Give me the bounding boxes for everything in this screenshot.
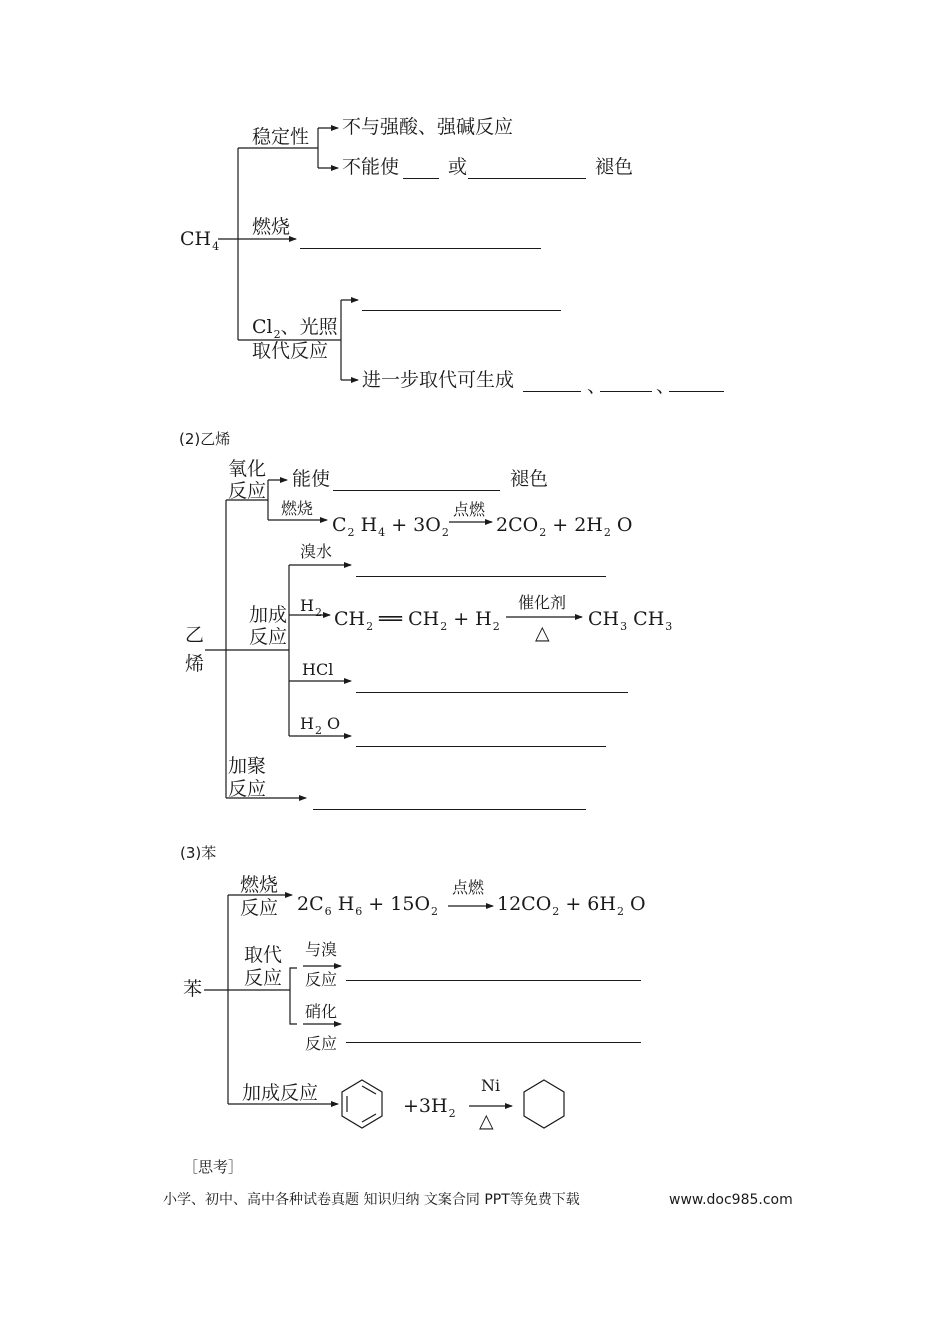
think-label: ［思考］ <box>183 1158 244 1176</box>
heat-symbol-2: △ <box>479 1110 494 1132</box>
blank-sub-2 <box>523 391 581 392</box>
ni-catalyst-label: Ni <box>481 1076 501 1095</box>
blank-stab-1 <box>403 178 439 179</box>
footer-left: 小学、初中、高中各种试卷真题 知识归纳 文案合同 PPT等免费下载 <box>163 1192 580 1208</box>
polymer-label-2: 反应 <box>228 778 267 800</box>
stability-text-fade: 褪色 <box>595 156 634 178</box>
blank-bromine-water <box>356 576 606 577</box>
benzene-ring-icon <box>342 1080 382 1128</box>
benz-addition-label: 加成反应 <box>242 1082 319 1104</box>
can-make-text: 能使 <box>292 468 331 490</box>
blank-hcl <box>356 692 628 693</box>
further-text: 进一步取代可生成 <box>362 369 515 391</box>
oxidation-label-2: 反应 <box>228 480 267 502</box>
benz-combustion-label-1: 燃烧 <box>240 874 279 896</box>
fade-text: 褪色 <box>510 468 549 490</box>
with-bromine-label: 与溴 <box>305 940 338 959</box>
stability-text-or: 或 <box>448 156 468 178</box>
hcl-label: HCl <box>302 660 334 679</box>
benz-substitution-label-2: 反应 <box>244 967 283 989</box>
substitution-label: 取代反应 <box>252 340 329 362</box>
nitration-label: 硝化 <box>305 1002 338 1021</box>
cl2-label: $Cl_2$、光照 <box>252 316 338 341</box>
benzene-root: 苯 <box>183 978 203 1000</box>
eth-combustion-products: $2CO_2 + 2H_2$ O <box>496 514 633 539</box>
eth-combustion-equation: $C_2$ $H_4 + 3O_2$ <box>332 514 449 539</box>
footer-url[interactable]: www.doc985.com <box>669 1192 793 1208</box>
blank-ch4-combustion <box>300 248 541 249</box>
blank-benz-nitration <box>346 1042 641 1043</box>
stability-text-1: 不与强酸、强碱反应 <box>342 116 514 138</box>
blank-stab-2 <box>468 178 586 179</box>
blank-h2o <box>356 746 606 747</box>
sep-1: 、 <box>587 375 607 397</box>
blank-polymer <box>313 809 586 810</box>
benzene-heading: (3)苯 <box>180 844 217 862</box>
benz-combustion-equation: $2C_6$ $H_6 + 15O_2$ <box>297 893 439 918</box>
benz-combustion-label-2: 反应 <box>240 897 279 919</box>
ethylene-root-1: 乙 <box>185 624 205 646</box>
addition-label-2: 反应 <box>249 626 288 648</box>
ch4-combustion-label: 燃烧 <box>252 216 291 238</box>
benz-combustion-products: $12CO_2 + 6H_2$ O <box>497 893 646 918</box>
stability-text-2a: 不能使 <box>342 156 400 178</box>
h2-label: $H_2$ <box>300 596 322 619</box>
cyclohexane-ring-icon <box>524 1080 564 1128</box>
stability-label: 稳定性 <box>252 126 310 148</box>
blank-sub-1 <box>362 310 561 311</box>
bromine-water-label: 溴水 <box>300 542 333 561</box>
substitution-bracket <box>290 968 297 1024</box>
react-label-2: 反应 <box>305 1034 338 1053</box>
ethylene-heading: (2)乙烯 <box>179 430 231 448</box>
polymer-label-1: 加聚 <box>228 755 267 777</box>
benz-substitution-label-1: 取代 <box>244 944 283 966</box>
blank-eth-ox <box>333 490 500 491</box>
catalyst-label: 催化剂 <box>518 593 567 612</box>
benz-condition-dianran: 点燃 <box>452 878 485 897</box>
oxidation-label-1: 氧化 <box>228 458 267 480</box>
addition-label-1: 加成 <box>249 604 288 626</box>
sep-2: 、 <box>656 375 676 397</box>
blank-sub-4 <box>669 391 724 392</box>
benz-addition-equation: $+3H_2$ <box>403 1095 456 1120</box>
react-label-1: 反应 <box>305 970 338 989</box>
ethylene-root-2: 烯 <box>185 653 205 675</box>
heat-symbol-1: △ <box>535 622 550 644</box>
h2o-label: $H_2$ O <box>300 714 341 737</box>
eth-combustion-label: 燃烧 <box>281 499 314 518</box>
eth-condition-dianran: 点燃 <box>453 500 486 519</box>
blank-benz-bromine <box>346 980 641 981</box>
h2-equation-right: $CH_3$ $CH_3$ <box>588 608 673 633</box>
ch4-root: $CH_4$ <box>180 228 220 253</box>
blank-sub-3 <box>600 391 652 392</box>
h2-equation-left: $CH_2$ ══ $CH_2 + H_2$ <box>334 608 500 633</box>
